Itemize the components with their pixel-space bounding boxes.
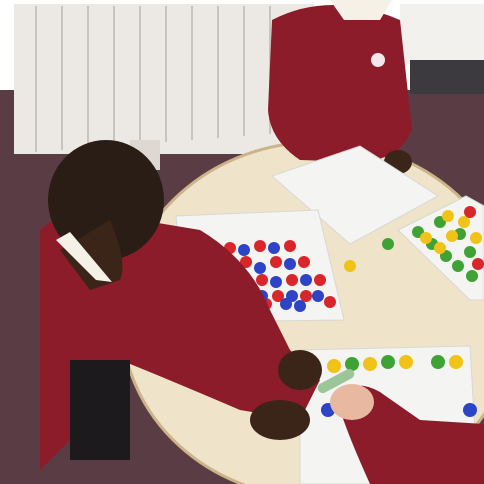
loose-peg-green: [382, 238, 394, 250]
radiator: [14, 4, 314, 170]
wall-corner: [400, 4, 484, 94]
loose-peg-yellow: [344, 260, 356, 272]
